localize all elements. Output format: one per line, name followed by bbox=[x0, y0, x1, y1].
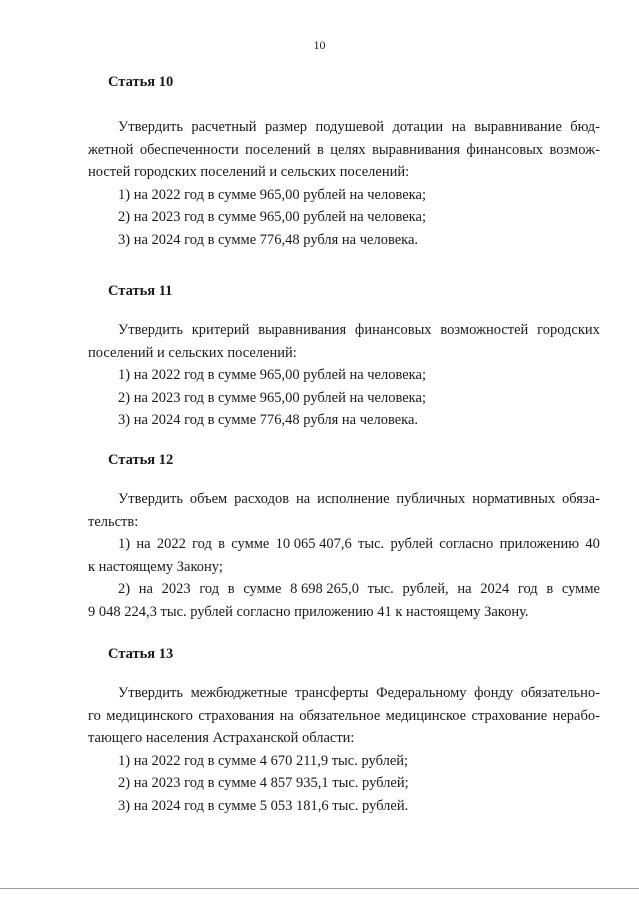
word: Утвердить bbox=[118, 685, 183, 701]
text-line: 1) на 2022 год в сумме 4 670 211,9 тыс. рублей; bbox=[118, 752, 409, 769]
word: медицинское bbox=[385, 707, 467, 724]
text-line: 9 048 224,3 тыс. рублей согласно приложению 41 к настоящему Закону. bbox=[88, 603, 529, 620]
word: год bbox=[192, 536, 212, 553]
word: на bbox=[296, 491, 311, 507]
word: публичных bbox=[396, 491, 466, 507]
word: на bbox=[451, 119, 466, 135]
text-line: 2) на 2023 год в сумме 965,00 рублей на человека; bbox=[118, 389, 426, 406]
word: 1) bbox=[118, 536, 131, 553]
word: выравнивания bbox=[372, 141, 460, 158]
word: нормативных bbox=[472, 491, 556, 507]
word: сумме bbox=[231, 536, 270, 553]
text-line bbox=[88, 116, 600, 139]
text-line: 3) на 2024 год в сумме 776,48 рубля на человека. bbox=[118, 412, 419, 429]
text-line: 3) на 2024 год в сумме 776,48 рубля на человека. bbox=[118, 231, 419, 248]
text-line: 1) на 2022 год в сумме 965,00 рублей на человека; bbox=[118, 367, 426, 384]
word: 40 bbox=[585, 536, 600, 553]
article-body bbox=[88, 116, 600, 252]
word: тыс. bbox=[367, 581, 394, 598]
text-line: к настоящему Закону; bbox=[88, 558, 223, 575]
word: объем bbox=[189, 491, 228, 507]
article-body bbox=[88, 682, 600, 818]
word: жетной bbox=[88, 141, 134, 158]
word: подушевой bbox=[315, 119, 385, 135]
word: медицинского bbox=[106, 707, 193, 724]
word: рублей, bbox=[402, 581, 449, 598]
article-title: Статья 13 bbox=[108, 646, 174, 662]
text-line bbox=[88, 578, 600, 601]
word: обязательно- bbox=[520, 685, 600, 701]
text-line bbox=[88, 139, 600, 162]
article-title: Статья 11 bbox=[108, 283, 173, 299]
text-line: 1) на 2022 год в сумме 965,00 рублей на человека; bbox=[118, 186, 426, 203]
word: расходов bbox=[234, 491, 290, 507]
word: го bbox=[88, 707, 101, 724]
word: исполнение bbox=[317, 491, 390, 507]
word: городских bbox=[537, 322, 600, 338]
word: 2) bbox=[118, 581, 131, 598]
word: Утвердить bbox=[118, 322, 183, 338]
word: страхование bbox=[471, 707, 548, 724]
word: поселений bbox=[245, 141, 311, 158]
word: Утвердить bbox=[118, 119, 183, 135]
word: обяза- bbox=[561, 491, 600, 507]
word: страхования bbox=[198, 707, 275, 724]
text-line bbox=[88, 533, 600, 556]
word: 2022 bbox=[156, 536, 186, 553]
text-line: 3) на 2024 год в сумме 5 053 181,6 тыс. рублей. bbox=[118, 797, 409, 814]
word: год bbox=[517, 581, 538, 598]
word: целях bbox=[330, 141, 366, 158]
word: фонду bbox=[474, 685, 514, 701]
text-line bbox=[88, 488, 600, 511]
word: финансовых bbox=[354, 322, 432, 338]
word: обязательное bbox=[299, 707, 381, 724]
word: сумме bbox=[561, 581, 600, 598]
word: Федеральному bbox=[376, 685, 467, 701]
word: в bbox=[316, 141, 324, 158]
word: приложению bbox=[499, 536, 580, 553]
article-title: Статья 12 bbox=[108, 452, 174, 468]
word: выравнивание bbox=[474, 119, 562, 135]
word: на bbox=[136, 536, 151, 553]
word: расчетный bbox=[191, 119, 257, 135]
word: тыс. bbox=[358, 536, 385, 553]
word: критерий bbox=[191, 322, 250, 338]
text-line: ностей городских поселений и сельских поселений: bbox=[88, 164, 410, 181]
word: 8 698 265,0 bbox=[290, 581, 359, 598]
word: 10 065 407,6 bbox=[275, 536, 352, 553]
word: сумме bbox=[243, 581, 282, 598]
word: на bbox=[138, 581, 153, 598]
word: в bbox=[218, 536, 226, 553]
article-body bbox=[88, 319, 600, 432]
page-number: 10 bbox=[313, 38, 326, 52]
word: нерабо- bbox=[552, 707, 600, 724]
word: Утвердить bbox=[118, 491, 183, 507]
word: бюд- bbox=[570, 119, 600, 135]
word: год bbox=[199, 581, 220, 598]
word: выравнивания bbox=[258, 322, 347, 338]
word: на bbox=[279, 707, 294, 724]
word: рублей bbox=[390, 536, 434, 553]
text-line: тающего населения Астраханской области: bbox=[88, 730, 355, 747]
word: на bbox=[457, 581, 472, 598]
text-line bbox=[88, 682, 600, 705]
word: возмож- bbox=[549, 141, 600, 158]
text-line: поселений и сельских поселений: bbox=[88, 344, 297, 361]
word: 2023 bbox=[161, 581, 191, 598]
text-line bbox=[88, 319, 600, 342]
word: размер bbox=[264, 119, 308, 135]
word: 2024 bbox=[480, 581, 510, 598]
word: трансферты bbox=[295, 685, 369, 701]
word: в bbox=[546, 581, 554, 598]
article-title: Статья 10 bbox=[108, 74, 174, 90]
text-line bbox=[88, 705, 600, 728]
word: обеспеченности bbox=[139, 141, 239, 158]
text-line: тельств: bbox=[88, 513, 139, 530]
word: в bbox=[227, 581, 235, 598]
word: финансовых bbox=[466, 141, 544, 158]
bottom-rule bbox=[0, 888, 639, 889]
text-line: 2) на 2023 год в сумме 4 857 935,1 тыс. рублей; bbox=[118, 775, 409, 792]
word: согласно bbox=[439, 536, 494, 553]
word: межбюджетные bbox=[190, 685, 288, 701]
article-body bbox=[88, 488, 600, 624]
text-line: 2) на 2023 год в сумме 965,00 рублей на человека; bbox=[118, 209, 426, 226]
word: возможностей bbox=[440, 322, 529, 338]
word: дотации bbox=[392, 119, 444, 135]
